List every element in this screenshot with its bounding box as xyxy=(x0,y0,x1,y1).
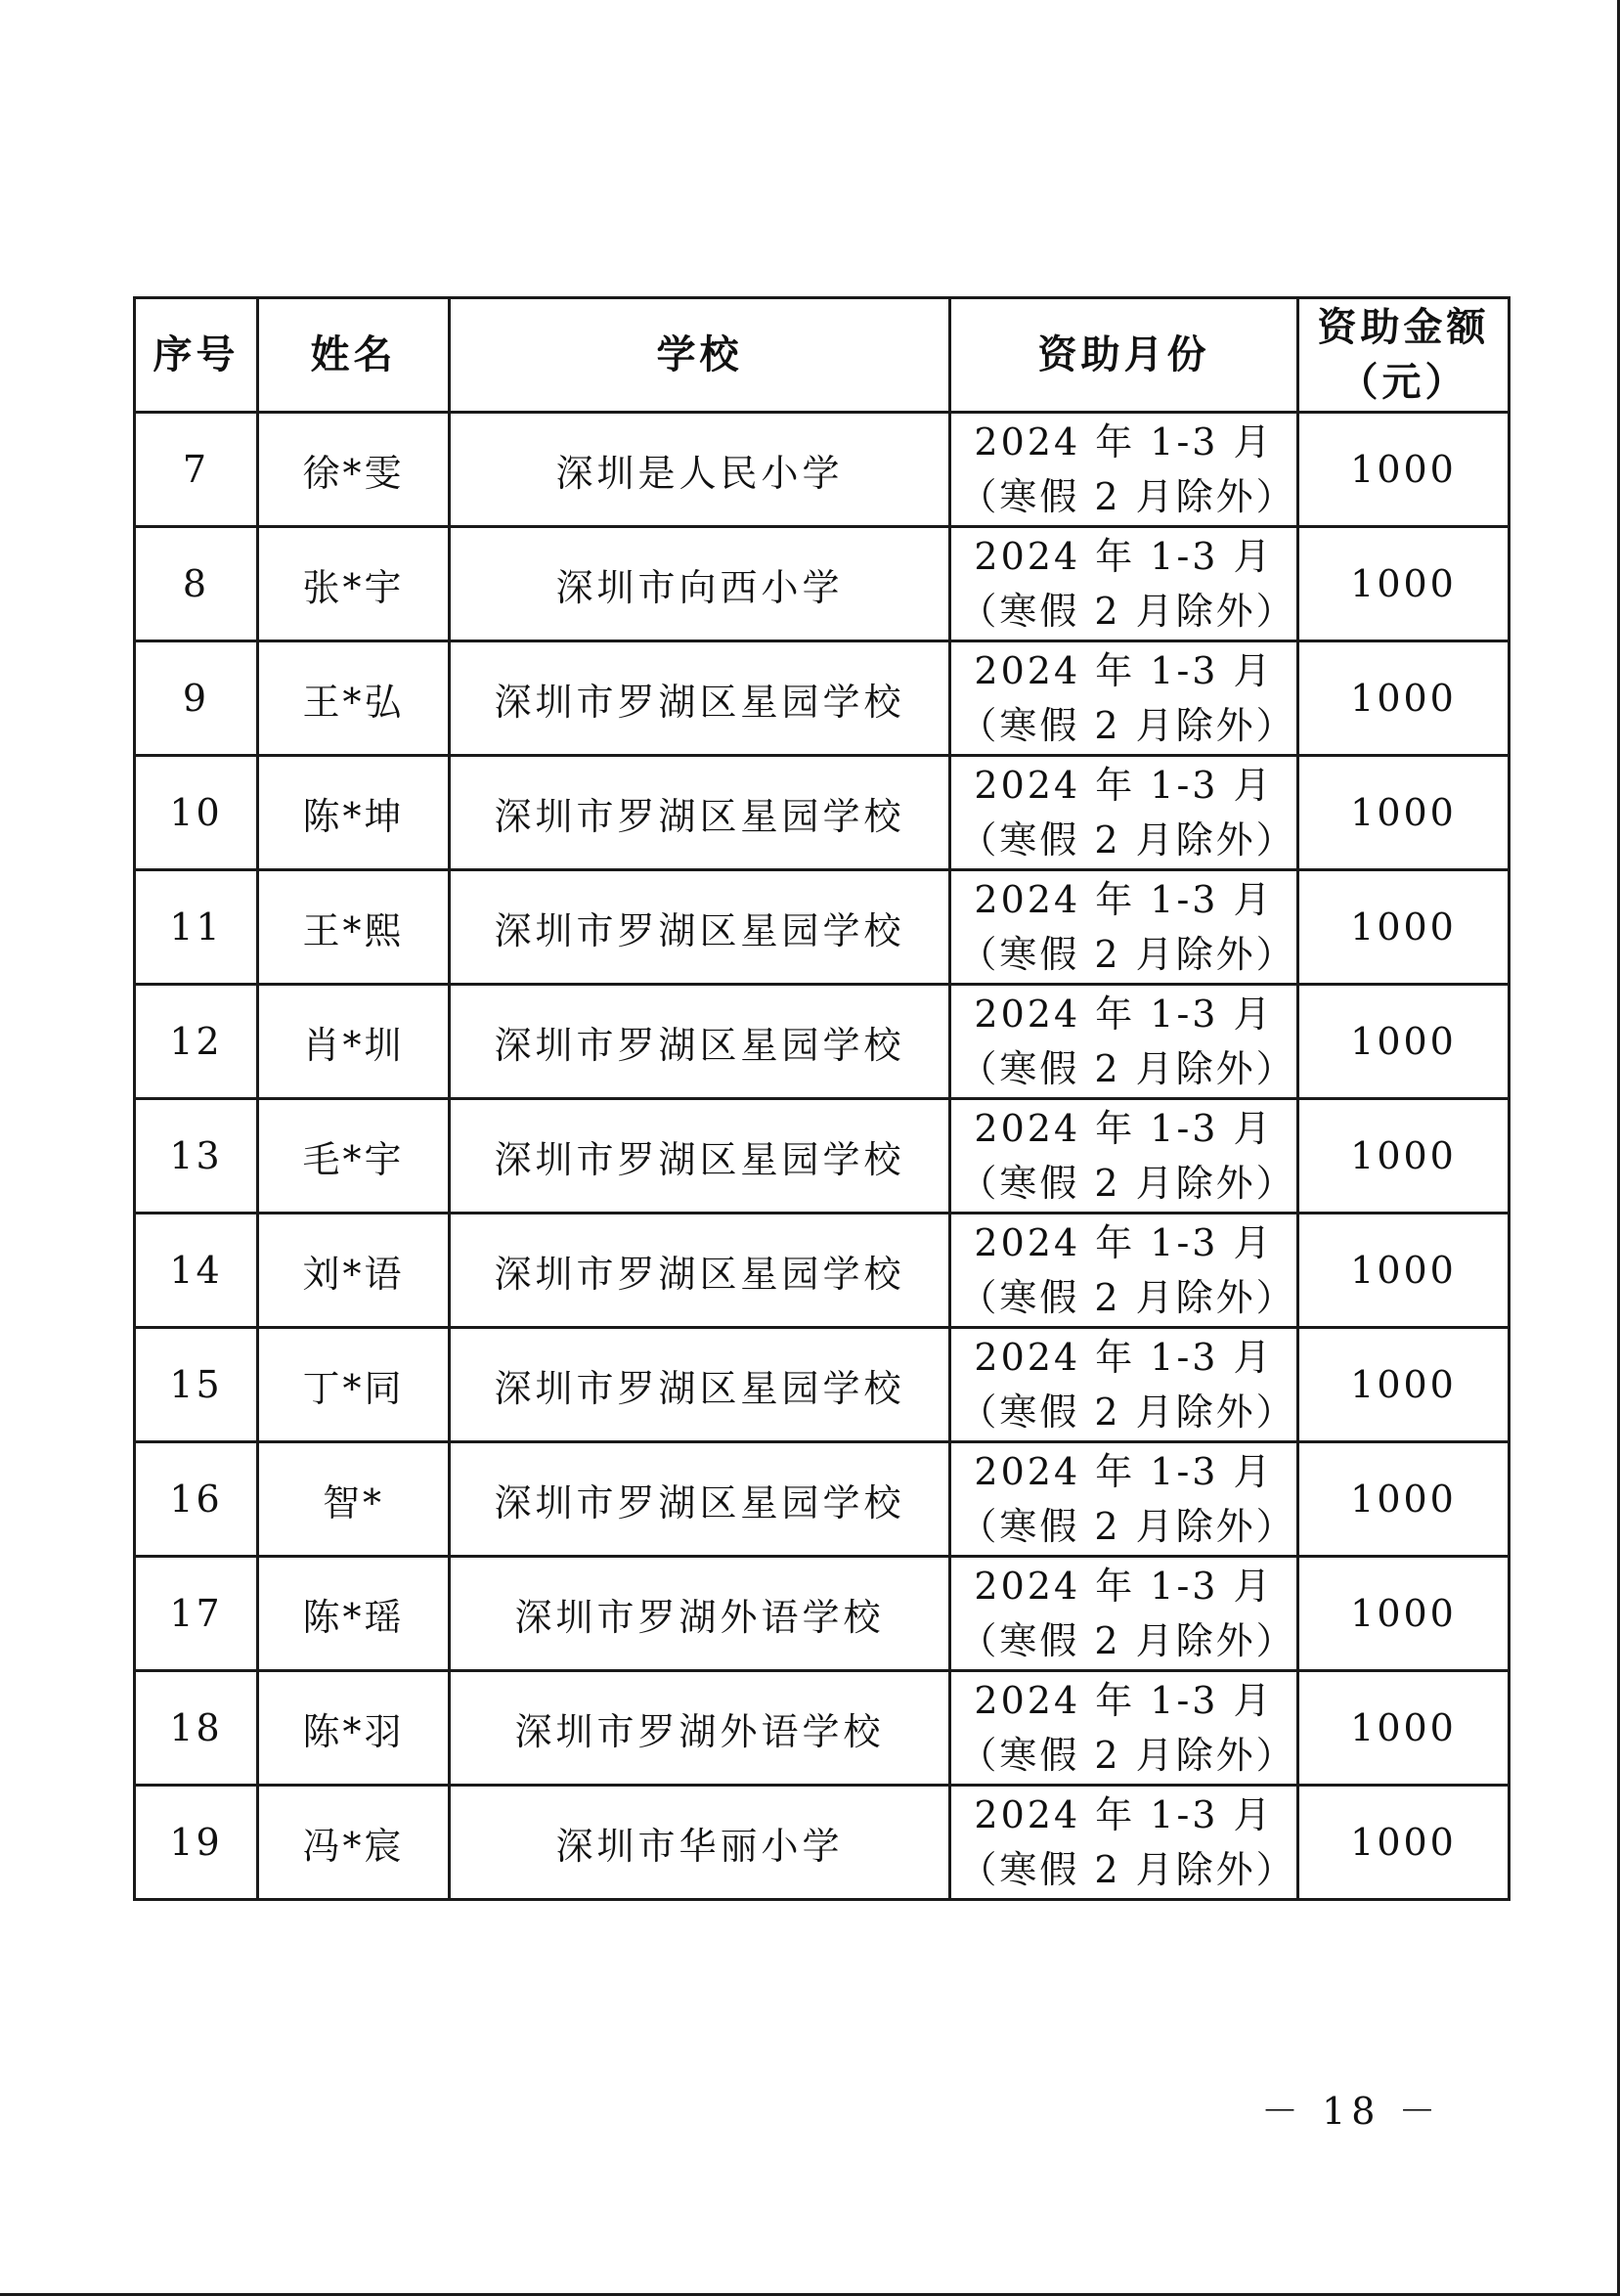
table-row xyxy=(135,641,1510,756)
cell-school xyxy=(450,413,950,527)
month-line2: （寒假 2 月除外） xyxy=(959,1047,1296,1090)
cell-month xyxy=(950,1557,1298,1671)
cell-seq: 7 xyxy=(135,413,258,527)
cell-school-text: 深圳市罗湖区星园学校 xyxy=(494,1480,905,1524)
table-row xyxy=(135,1214,1510,1328)
cell-month xyxy=(950,1442,1298,1557)
cell-amount: 1000 xyxy=(1298,527,1510,641)
cell-amount: 1000 xyxy=(1298,1557,1510,1671)
cell-school xyxy=(450,527,950,641)
cell-name: 徐*雯 xyxy=(258,413,450,527)
cell-name: 陈*羽 xyxy=(258,1671,450,1786)
cell-month xyxy=(950,870,1298,985)
cell-amount: 1000 xyxy=(1298,1099,1510,1214)
cell-name: 肖*圳 xyxy=(258,985,450,1099)
cell-school xyxy=(450,1786,950,1900)
month-line2: （寒假 2 月除外） xyxy=(959,1505,1296,1548)
month-line1: 2024 年 1-3 月 xyxy=(974,420,1274,464)
header-amount-line1: 资助金额 xyxy=(1317,304,1490,350)
month-line1: 2024 年 1-3 月 xyxy=(974,1107,1274,1150)
cell-seq: 15 xyxy=(135,1328,258,1442)
header-amount xyxy=(1298,298,1510,413)
cell-seq: 16 xyxy=(135,1442,258,1557)
cell-school-text: 深圳市罗湖外语学校 xyxy=(514,1595,885,1639)
table-header-row xyxy=(135,298,1510,413)
cell-name: 王*弘 xyxy=(258,641,450,756)
cell-school-text: 深圳市罗湖区星园学校 xyxy=(494,1252,905,1296)
cell-amount: 1000 xyxy=(1298,985,1510,1099)
cell-seq: 13 xyxy=(135,1099,258,1214)
cell-name: 冯*宸 xyxy=(258,1786,450,1900)
cell-amount: 1000 xyxy=(1298,756,1510,870)
month-line1: 2024 年 1-3 月 xyxy=(974,1793,1274,1836)
month-line1: 2024 年 1-3 月 xyxy=(974,764,1274,807)
month-line2: （寒假 2 月除外） xyxy=(959,1162,1296,1205)
table-row xyxy=(135,1557,1510,1671)
cell-amount: 1000 xyxy=(1298,1671,1510,1786)
cell-seq: 10 xyxy=(135,756,258,870)
cell-school-text: 深圳市罗湖区星园学校 xyxy=(494,1137,905,1181)
header-month: 资助月份 xyxy=(950,298,1298,413)
table-row xyxy=(135,1328,1510,1442)
cell-seq: 14 xyxy=(135,1214,258,1328)
table-row xyxy=(135,1099,1510,1214)
cell-school xyxy=(450,1442,950,1557)
cell-school-text: 深圳市罗湖区星园学校 xyxy=(494,680,905,724)
cell-school-text: 深圳市罗湖区星园学校 xyxy=(494,908,905,952)
cell-school xyxy=(450,1557,950,1671)
cell-school-text: 深圳市罗湖区星园学校 xyxy=(494,1366,905,1410)
cell-seq: 18 xyxy=(135,1671,258,1786)
month-line2: （寒假 2 月除外） xyxy=(959,818,1296,861)
month-line2: （寒假 2 月除外） xyxy=(959,1734,1296,1777)
cell-month xyxy=(950,985,1298,1099)
month-line1: 2024 年 1-3 月 xyxy=(974,1450,1274,1493)
table-row xyxy=(135,1786,1510,1900)
month-line2: （寒假 2 月除外） xyxy=(959,933,1296,976)
cell-school xyxy=(450,1671,950,1786)
cell-amount: 1000 xyxy=(1298,641,1510,756)
cell-amount: 1000 xyxy=(1298,1786,1510,1900)
table-body xyxy=(135,413,1510,1900)
month-line2: （寒假 2 月除外） xyxy=(959,1848,1296,1891)
cell-amount: 1000 xyxy=(1298,1328,1510,1442)
cell-school-text: 深圳市罗湖外语学校 xyxy=(514,1709,885,1753)
cell-school xyxy=(450,870,950,985)
cell-name: 丁*同 xyxy=(258,1328,450,1442)
cell-seq: 17 xyxy=(135,1557,258,1671)
month-line2: （寒假 2 月除外） xyxy=(959,1619,1296,1662)
page-number: － 18 － xyxy=(1261,2090,1442,2133)
header-seq: 序号 xyxy=(135,298,258,413)
cell-name: 张*宇 xyxy=(258,527,450,641)
month-line1: 2024 年 1-3 月 xyxy=(974,878,1274,921)
cell-amount: 1000 xyxy=(1298,870,1510,985)
cell-school-text: 深圳市罗湖区星园学校 xyxy=(494,794,905,838)
cell-name: 陈*坤 xyxy=(258,756,450,870)
month-line1: 2024 年 1-3 月 xyxy=(974,649,1274,692)
header-school: 学校 xyxy=(450,298,950,413)
cell-name: 王*熙 xyxy=(258,870,450,985)
month-line1: 2024 年 1-3 月 xyxy=(974,1679,1274,1722)
month-line1: 2024 年 1-3 月 xyxy=(974,1565,1274,1608)
cell-school xyxy=(450,1099,950,1214)
cell-seq: 9 xyxy=(135,641,258,756)
month-line1: 2024 年 1-3 月 xyxy=(974,535,1274,578)
grant-recipient-table xyxy=(133,296,1511,1901)
cell-month xyxy=(950,1328,1298,1442)
cell-month xyxy=(950,1671,1298,1786)
cell-name: 毛*宇 xyxy=(258,1099,450,1214)
cell-month xyxy=(950,756,1298,870)
cell-name: 智* xyxy=(258,1442,450,1557)
table-row xyxy=(135,985,1510,1099)
cell-seq: 8 xyxy=(135,527,258,641)
cell-name: 刘*语 xyxy=(258,1214,450,1328)
table-row xyxy=(135,1671,1510,1786)
cell-seq: 11 xyxy=(135,870,258,985)
cell-month xyxy=(950,1214,1298,1328)
cell-month xyxy=(950,1786,1298,1900)
month-line2: （寒假 2 月除外） xyxy=(959,475,1296,518)
cell-month xyxy=(950,527,1298,641)
cell-seq: 12 xyxy=(135,985,258,1099)
cell-school-text: 深圳是人民小学 xyxy=(555,451,844,495)
cell-school xyxy=(450,641,950,756)
table-row xyxy=(135,756,1510,870)
table-row xyxy=(135,527,1510,641)
cell-month xyxy=(950,413,1298,527)
header-name: 姓名 xyxy=(258,298,450,413)
month-line2: （寒假 2 月除外） xyxy=(959,1391,1296,1434)
month-line1: 2024 年 1-3 月 xyxy=(974,1336,1274,1379)
cell-school-text: 深圳市华丽小学 xyxy=(555,1824,844,1868)
month-line2: （寒假 2 月除外） xyxy=(959,1276,1296,1319)
cell-month xyxy=(950,641,1298,756)
cell-name: 陈*瑶 xyxy=(258,1557,450,1671)
cell-amount: 1000 xyxy=(1298,413,1510,527)
cell-month xyxy=(950,1099,1298,1214)
table-row xyxy=(135,413,1510,527)
cell-school-text: 深圳市罗湖区星园学校 xyxy=(494,1023,905,1067)
cell-school xyxy=(450,756,950,870)
cell-amount: 1000 xyxy=(1298,1442,1510,1557)
cell-school xyxy=(450,1214,950,1328)
header-amount-line2: （元） xyxy=(1338,359,1468,405)
month-line2: （寒假 2 月除外） xyxy=(959,590,1296,633)
cell-school-text: 深圳市向西小学 xyxy=(555,565,844,609)
cell-amount: 1000 xyxy=(1298,1214,1510,1328)
table-row xyxy=(135,870,1510,985)
month-line2: （寒假 2 月除外） xyxy=(959,704,1296,747)
cell-school xyxy=(450,985,950,1099)
month-line1: 2024 年 1-3 月 xyxy=(974,1221,1274,1264)
month-line1: 2024 年 1-3 月 xyxy=(974,993,1274,1036)
table-row xyxy=(135,1442,1510,1557)
cell-seq: 19 xyxy=(135,1786,258,1900)
cell-school xyxy=(450,1328,950,1442)
